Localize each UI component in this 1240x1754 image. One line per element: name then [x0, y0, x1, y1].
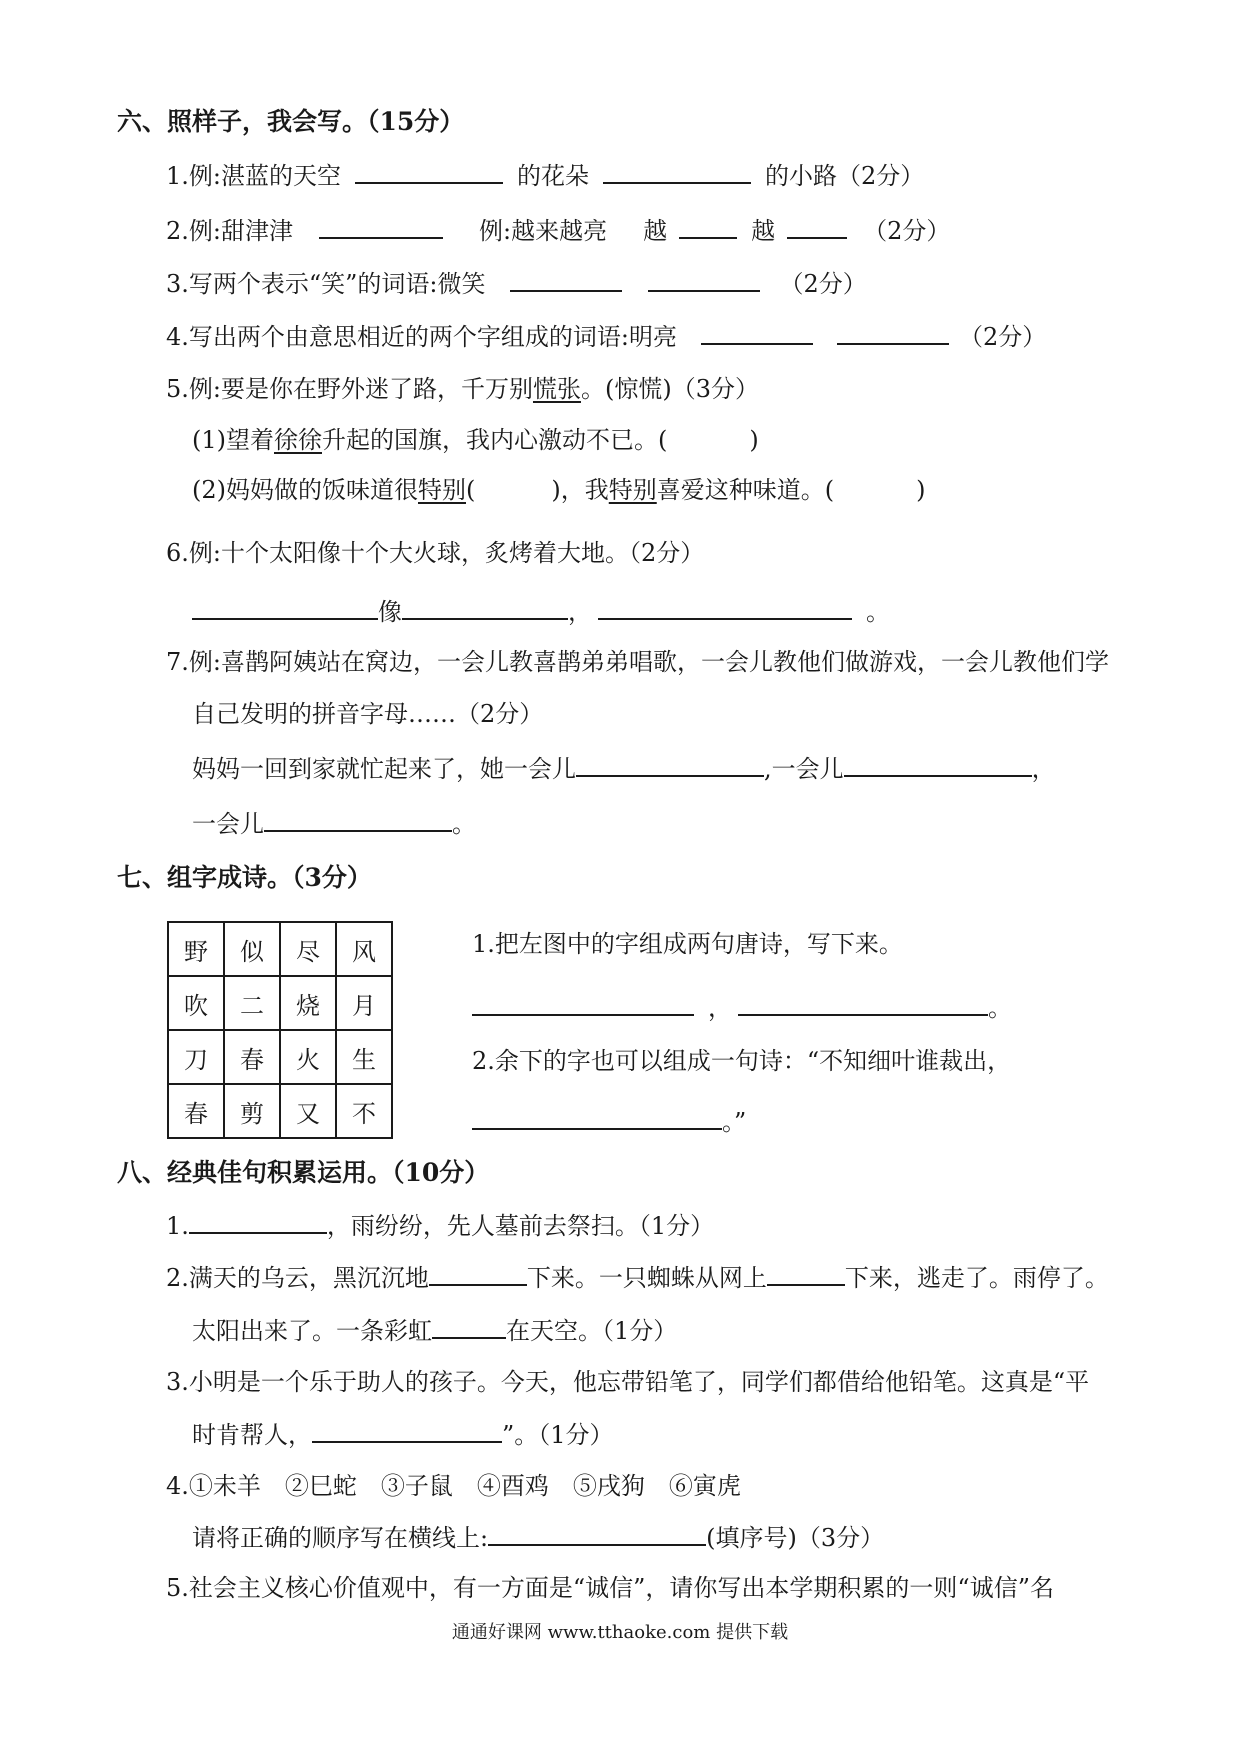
q6-5-1-underlined-word: 徐徐 [274, 426, 322, 454]
q6-5-2-text: (2)妈妈做的饭味道很 [192, 476, 418, 504]
closing-quote: 。” [722, 1108, 747, 1136]
answer-blank[interactable] [576, 751, 764, 777]
q8-2-text-3: 下来，逃走了。雨停了。 [844, 1264, 1109, 1292]
answer-blank[interactable] [472, 990, 694, 1016]
grid-cell: 剪 [224, 1084, 280, 1138]
question-8-3-cont [192, 1417, 614, 1451]
question-6-5-2 [192, 474, 926, 506]
grid-cell: 似 [224, 922, 280, 976]
q8-3-text: 时肯帮人， [192, 1421, 312, 1449]
question-6-4 [166, 319, 1046, 353]
question-8-5: 5.社会主义核心价值观中，有一方面是“诚信”，请你写出本学期积累的一则“诚信”名 [166, 1574, 1054, 1602]
question-8-4: 4.①未羊 ②巳蛇 ③子鼠 ④酉鸡 ⑤戌狗 ⑥寅虎 [166, 1472, 741, 1500]
question-7-1: 1.把左图中的字组成两句唐诗，写下来。 [472, 930, 903, 958]
q6-1-suffix: 的小路（2分） [764, 162, 925, 190]
question-6-7-answer-1 [192, 751, 1056, 785]
q6-2-yue2: 越 [751, 217, 776, 245]
q6-5-2-underlined-word: 特别 [418, 476, 466, 504]
answer-blank[interactable] [603, 158, 751, 184]
section-7-title: 七、组字成诗。（3分） [117, 863, 372, 892]
question-7-2-answer [472, 1104, 746, 1138]
question-8-1 [166, 1208, 714, 1242]
question-6-3 [166, 266, 867, 300]
period: 。 [452, 810, 476, 838]
question-8-4-cont [192, 1520, 884, 1554]
grid-row [168, 1030, 392, 1084]
question-6-5-1 [192, 424, 759, 456]
q6-7-text: 妈妈一回到家就忙起来了，她一会儿 [192, 755, 576, 783]
grid-row [168, 1084, 392, 1138]
answer-blank[interactable] [510, 266, 622, 292]
grid-cell: 吹 [168, 976, 224, 1030]
answer-blank[interactable] [767, 1260, 845, 1286]
q6-5-2-underlined-word-2: 特别 [608, 476, 657, 504]
period: 。 [988, 994, 1012, 1022]
q6-1-prefix: 1.例:湛蓝的天空 [166, 162, 341, 190]
q8-1-text: ，雨纷纷，先人墓前去祭扫。（1分） [326, 1212, 715, 1240]
answer-blank[interactable] [648, 266, 760, 292]
q8-2-text-5: 在天空。（1分） [506, 1317, 678, 1345]
comma: ， [1031, 755, 1056, 783]
q8-4-text-2: (填序号)（3分） [706, 1524, 885, 1552]
question-7-2: 2.余下的字也可以组成一句诗：“不知细叶谁裁出， [472, 1047, 1012, 1075]
answer-blank[interactable] [844, 751, 1032, 777]
question-6-7-answer-2 [192, 806, 476, 840]
answer-blank[interactable] [192, 594, 378, 620]
answer-blank[interactable] [598, 594, 852, 620]
character-grid [167, 921, 393, 1139]
q6-2-example: 例:越来越亮 [478, 217, 608, 245]
question-6-6: 6.例:十个太阳像十个大火球，炙烤着大地。（2分） [166, 539, 705, 567]
grid-cell: 春 [224, 1030, 280, 1084]
question-6-7: 7.例:喜鹊阿姨站在窝边，一会儿教喜鹊弟弟唱歌，一会儿教他们做游戏，一会儿教他们学 [166, 648, 1109, 676]
question-8-2-cont [192, 1313, 677, 1347]
q8-2-text-2: 下来。一只蜘蛛从网上 [526, 1264, 767, 1292]
q6-5-text-end: 。(惊慌)（3分） [580, 375, 759, 403]
q6-3-prefix: 3.写两个表示“笑”的词语:微笑 [166, 270, 486, 298]
footer: 通通好课网 www.tthaoke.com 提供下载 [451, 1622, 789, 1643]
question-6-1 [166, 158, 924, 192]
answer-blank[interactable] [738, 990, 988, 1016]
answer-blank[interactable] [837, 319, 949, 345]
grid-row [168, 922, 392, 976]
grid-cell: 又 [280, 1084, 336, 1138]
answer-blank[interactable] [432, 1313, 506, 1339]
grid-cell: 刀 [168, 1030, 224, 1084]
grid-cell: 月 [336, 976, 392, 1030]
grid-row [168, 976, 392, 1030]
grid-cell: 不 [336, 1084, 392, 1138]
q6-5-2-text-mid: )，我 [551, 476, 609, 504]
q6-1-mid: 的花朵 [516, 162, 589, 190]
q6-7-text-3: 一会儿 [192, 810, 264, 838]
question-6-5 [166, 373, 759, 405]
answer-blank[interactable] [355, 158, 503, 184]
answer-blank[interactable] [319, 213, 443, 239]
q6-2-prefix: 2.例:甜津津 [166, 217, 293, 245]
question-6-2 [166, 213, 950, 247]
question-7-1-answer [472, 990, 1012, 1024]
question-6-6-answer [192, 594, 890, 628]
grid-cell: 生 [336, 1030, 392, 1084]
answer-blank[interactable] [701, 319, 813, 345]
answer-blank[interactable] [472, 1104, 722, 1130]
q6-2-yue1: 越 [643, 217, 668, 245]
q8-1-number: 1. [166, 1212, 189, 1240]
grid-cell: 风 [336, 922, 392, 976]
answer-blank[interactable] [488, 1520, 706, 1546]
q6-2-score: （2分） [863, 217, 951, 245]
grid-cell: 尽 [280, 922, 336, 976]
section-6-title: 六、照样子，我会写。（15分） [117, 107, 465, 136]
q8-2-text-4: 太阳出来了。一条彩虹 [192, 1317, 432, 1345]
open-paren: ( [466, 476, 476, 504]
q6-5-1-text-end: 升起的国旗，我内心激动不已。( [322, 426, 668, 454]
answer-blank[interactable] [679, 213, 737, 239]
grid-cell: 春 [168, 1084, 224, 1138]
answer-blank[interactable] [787, 213, 847, 239]
q6-4-score: （2分） [958, 323, 1047, 351]
answer-blank[interactable] [312, 1417, 502, 1443]
grid-cell: 二 [224, 976, 280, 1030]
grid-cell: 烧 [280, 976, 336, 1030]
q8-2-text: 2.满天的乌云，黑沉沉地 [166, 1264, 429, 1292]
question-8-2 [166, 1260, 1109, 1294]
question-8-3: 3.小明是一个乐于助人的孩子。今天，他忘带铅笔了，同学们都借给他铅笔。这真是“平 [166, 1368, 1090, 1396]
q6-5-underlined-word: 慌张 [532, 375, 581, 403]
answer-blank[interactable] [402, 594, 568, 620]
q6-3-score: （2分） [779, 270, 867, 298]
close-paren: ) [916, 476, 926, 504]
grid-cell: 火 [280, 1030, 336, 1084]
close-paren: ) [749, 426, 759, 454]
comma: ， [708, 994, 732, 1022]
question-6-7-cont: 自己发明的拼音字母……（2分） [192, 700, 544, 728]
q6-6-xiang: 像 [378, 598, 402, 626]
grid-cell: 野 [168, 922, 224, 976]
answer-blank[interactable] [189, 1208, 327, 1234]
q6-5-2-text-end: 喜爱这种味道。( [656, 476, 835, 504]
q6-7-text-2: ,一会儿 [764, 755, 844, 783]
q8-3-text-2: ”。（1分） [502, 1421, 614, 1449]
q6-5-text: 5.例:要是你在野外迷了路，千万别 [166, 375, 533, 403]
q6-4-prefix: 4.写出两个由意思相近的两个字组成的词语:明亮 [166, 323, 677, 351]
answer-blank[interactable] [429, 1260, 527, 1286]
period: 。 [866, 598, 890, 626]
q8-4-text: 请将正确的顺序写在横线上: [192, 1524, 489, 1552]
answer-blank[interactable] [264, 806, 452, 832]
comma: ， [568, 598, 592, 626]
q6-5-1-text: (1)望着 [192, 426, 274, 454]
section-8-title: 八、经典佳句积累运用。（10分） [117, 1158, 490, 1187]
